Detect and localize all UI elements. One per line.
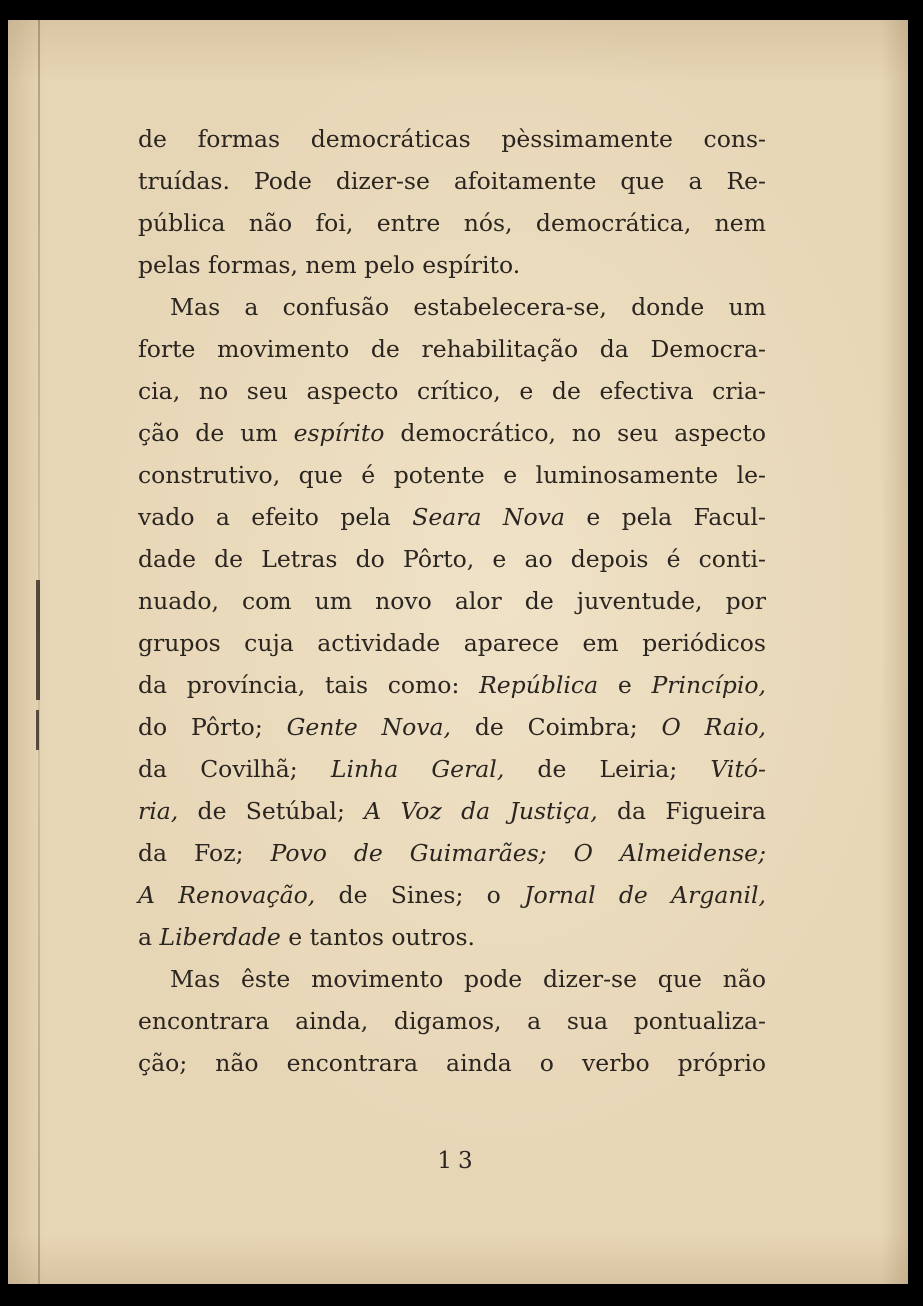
text-line: construtivo, que é potente e luminosamente le- xyxy=(138,461,766,489)
italic-run: O Raio, xyxy=(661,713,766,741)
text-line: pública não foi, entre nós, democrática, nem xyxy=(138,209,766,237)
italic-run: Seara Nova xyxy=(412,503,565,531)
text-run: do Pôrto; xyxy=(138,713,287,741)
text-run: de Coimbra; xyxy=(451,713,662,741)
text-line xyxy=(138,790,766,832)
text-line: grupos cuja actividade aparece em periódicos xyxy=(138,629,766,657)
text-line xyxy=(138,664,766,706)
body-text xyxy=(138,118,766,1084)
book-page xyxy=(8,20,908,1284)
text-run: e pela Facul- xyxy=(564,503,766,531)
gutter-shadow-mark xyxy=(36,710,39,750)
text-line xyxy=(138,916,766,958)
text-line xyxy=(138,748,766,790)
text-run: de Setúbal; xyxy=(178,797,365,825)
italic-run: A Renovação, xyxy=(138,881,316,909)
italic-run: A Voz da Justiça, xyxy=(364,797,598,825)
text-run: da Foz; xyxy=(138,839,271,867)
text-line: Mas a confusão estabelecera-se, donde um xyxy=(170,293,766,321)
page-number: 13 xyxy=(437,1148,479,1174)
text-line: encontrara ainda, digamos, a sua pontualiza- xyxy=(138,1007,766,1035)
text-run: democrático, no seu aspecto xyxy=(384,419,766,447)
italic-run: Linha Geral, xyxy=(330,755,505,783)
italic-run: Princípio, xyxy=(651,671,766,699)
text-line: cia, no seu aspecto crítico, e de efectiva cria- xyxy=(138,377,766,405)
text-line xyxy=(138,496,766,538)
text-line: truídas. Pode dizer-se afoitamente que a Re- xyxy=(138,167,766,195)
italic-run: espírito xyxy=(293,419,385,447)
text-line: Mas êste movimento pode dizer-se que não xyxy=(170,965,766,993)
text-run: ção de um xyxy=(138,419,294,447)
text-run: a xyxy=(138,923,160,951)
text-line: forte movimento de rehabilitação da Democra- xyxy=(138,335,766,363)
text-line: ção; não encontrara ainda o verbo próprio xyxy=(138,1049,766,1077)
italic-run: ria, xyxy=(138,797,179,825)
text-line xyxy=(138,412,766,454)
italic-run: Jornal de Arganil, xyxy=(524,881,767,909)
text-line: dade de Letras do Pôrto, e ao depois é conti- xyxy=(138,545,766,573)
italic-run: República xyxy=(479,671,599,699)
text-run: de Leiria; xyxy=(504,755,711,783)
text-run: da Figueira xyxy=(597,797,766,825)
text-run: e tantos outros. xyxy=(280,923,475,951)
text-run: da Covilhã; xyxy=(138,755,331,783)
text-line xyxy=(138,874,766,916)
italic-run: Vitó- xyxy=(710,755,766,783)
italic-run: Povo de Guimarães; O Almeidense; xyxy=(270,839,766,867)
text-run: e xyxy=(598,671,652,699)
text-line: de formas democráticas pèssimamente cons- xyxy=(138,125,766,153)
text-line: pelas formas, nem pelo espírito. xyxy=(138,251,521,279)
italic-run: Gente Nova, xyxy=(286,713,452,741)
italic-run: Liberdade xyxy=(159,923,281,951)
text-line: nuado, com um novo alor de juventude, por xyxy=(138,587,766,615)
gutter-shadow-mark xyxy=(36,580,40,700)
text-run: da província, tais como: xyxy=(138,671,480,699)
text-line xyxy=(138,706,766,748)
text-line xyxy=(138,832,766,874)
text-run: vado a efeito pela xyxy=(138,503,413,531)
text-run: de Sines; o xyxy=(315,881,525,909)
